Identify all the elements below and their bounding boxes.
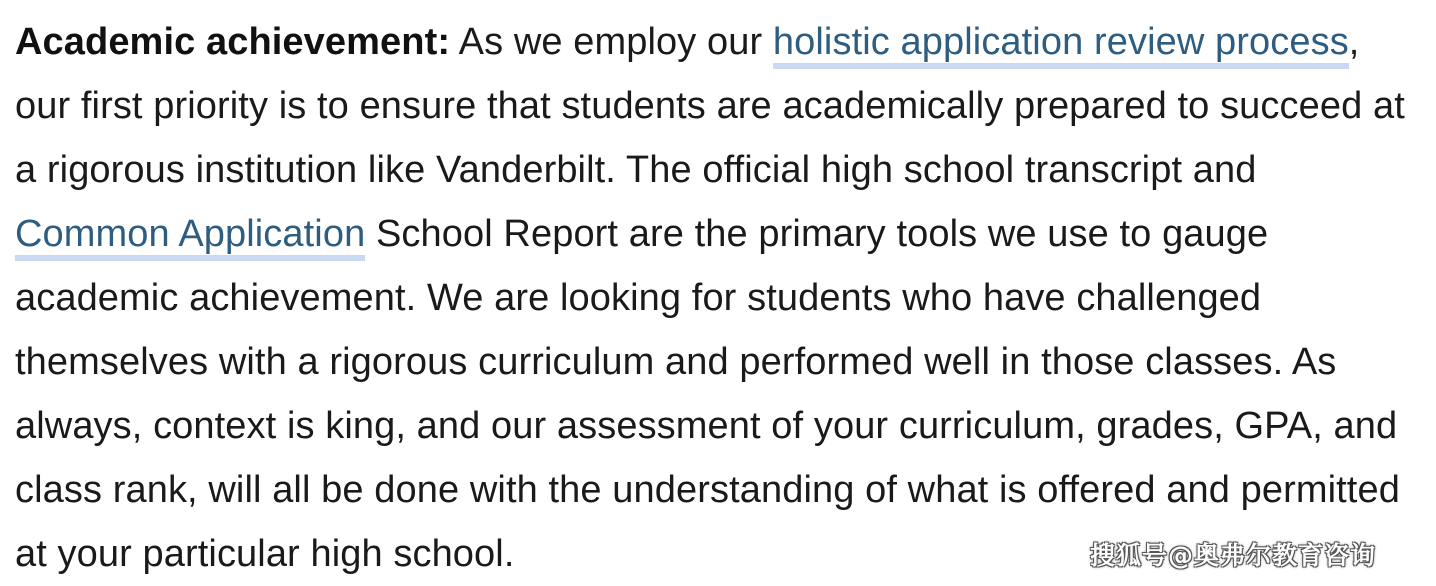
line-4-text: School Report are the primary tools we use to gauge <box>365 213 1269 255</box>
paragraph-line-8: class rank, will all be done with the understanding of what is offered and permitted <box>15 469 1400 511</box>
paragraph-line-7: always, context is king, and our assessment of your curriculum, grades, GPA, and <box>15 405 1398 447</box>
sohu-watermark: 搜狐号@奥弗尔教育咨询 <box>1090 541 1377 570</box>
article-body <box>15 10 1433 586</box>
common-application-link[interactable]: Common Application <box>15 213 365 261</box>
paragraph-line-4 <box>15 202 1433 266</box>
paragraph-line-2: our first priority is to ensure that students are academically prepared to succeed at <box>15 85 1405 127</box>
line-1-text: As we employ our <box>450 21 773 63</box>
paragraph-line-9: at your particular high school. <box>15 533 515 575</box>
paragraph-line-5: academic achievement. We are looking for students who have challenged <box>15 277 1262 319</box>
holistic-review-link[interactable]: holistic application review process <box>773 21 1349 69</box>
paragraph-line-3: a rigorous institution like Vanderbilt. The official high school transcript and <box>15 149 1257 191</box>
paragraph-line-1 <box>15 10 1433 74</box>
paragraph-line-6: themselves with a rigorous curriculum and performed well in those classes. As <box>15 341 1337 383</box>
line-1-comma: , <box>1348 21 1360 63</box>
section-lead-label: Academic achievement: <box>15 21 451 63</box>
academic-achievement-paragraph <box>15 10 1433 586</box>
